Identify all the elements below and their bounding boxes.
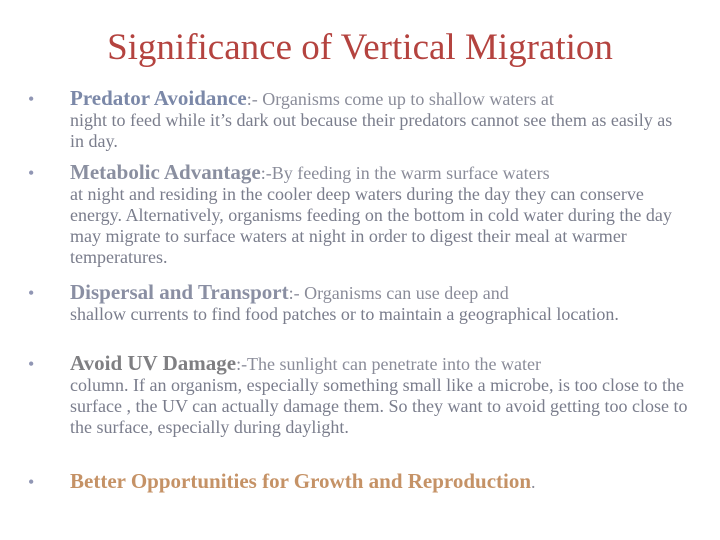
bullet-icon: •	[28, 283, 35, 303]
bullet-text: column. If an organism, especially something small like a microbe, is too close to the surface , the UV can actually damage them. So they want to avoid getting too close to the surface, especially during daylight.	[70, 375, 688, 437]
bullet-heading: Dispersal and Transport	[70, 280, 289, 304]
bullet-heading: Predator Avoidance	[70, 86, 247, 110]
bullet-lead: :-By feeding in the warm surface waters	[260, 163, 550, 183]
list-item	[28, 88, 688, 152]
bullet-lead: :-The sunlight can penetrate into the water	[236, 354, 541, 374]
list-item	[28, 282, 688, 325]
bullet-icon: •	[28, 89, 35, 109]
bullet-text: at night and residing in the cooler deep waters during the day they can conserve energy. Alternatively, organisms feeding on the bottom in cold water during the day may migrate to surface waters at night in order to digest their meal at warmer temperatures.	[70, 184, 672, 267]
bullet-icon: •	[28, 163, 35, 183]
bullet-text: shallow currents to find food patches or to maintain a geographical location.	[70, 304, 619, 324]
bullet-lead: :- Organisms come up to shallow waters at	[246, 89, 554, 109]
bullet-icon: •	[28, 354, 35, 374]
list-item	[28, 162, 688, 268]
bullet-heading: Avoid UV Damage	[70, 351, 237, 375]
slide-title: Significance of Vertical Migration	[107, 27, 613, 68]
list-item	[28, 471, 688, 493]
bullet-lead: .	[531, 472, 536, 492]
bullet-heading: Metabolic Advantage	[70, 160, 261, 184]
bullet-text: night to feed while it’s dark out because their predators cannot see them as easily as in day.	[70, 110, 673, 151]
list-item	[28, 353, 688, 438]
bullet-icon: •	[28, 472, 35, 492]
bullet-lead: :- Organisms can use deep and	[288, 283, 509, 303]
bullet-heading: Better Opportunities for Growth and Reproduction	[70, 469, 532, 493]
